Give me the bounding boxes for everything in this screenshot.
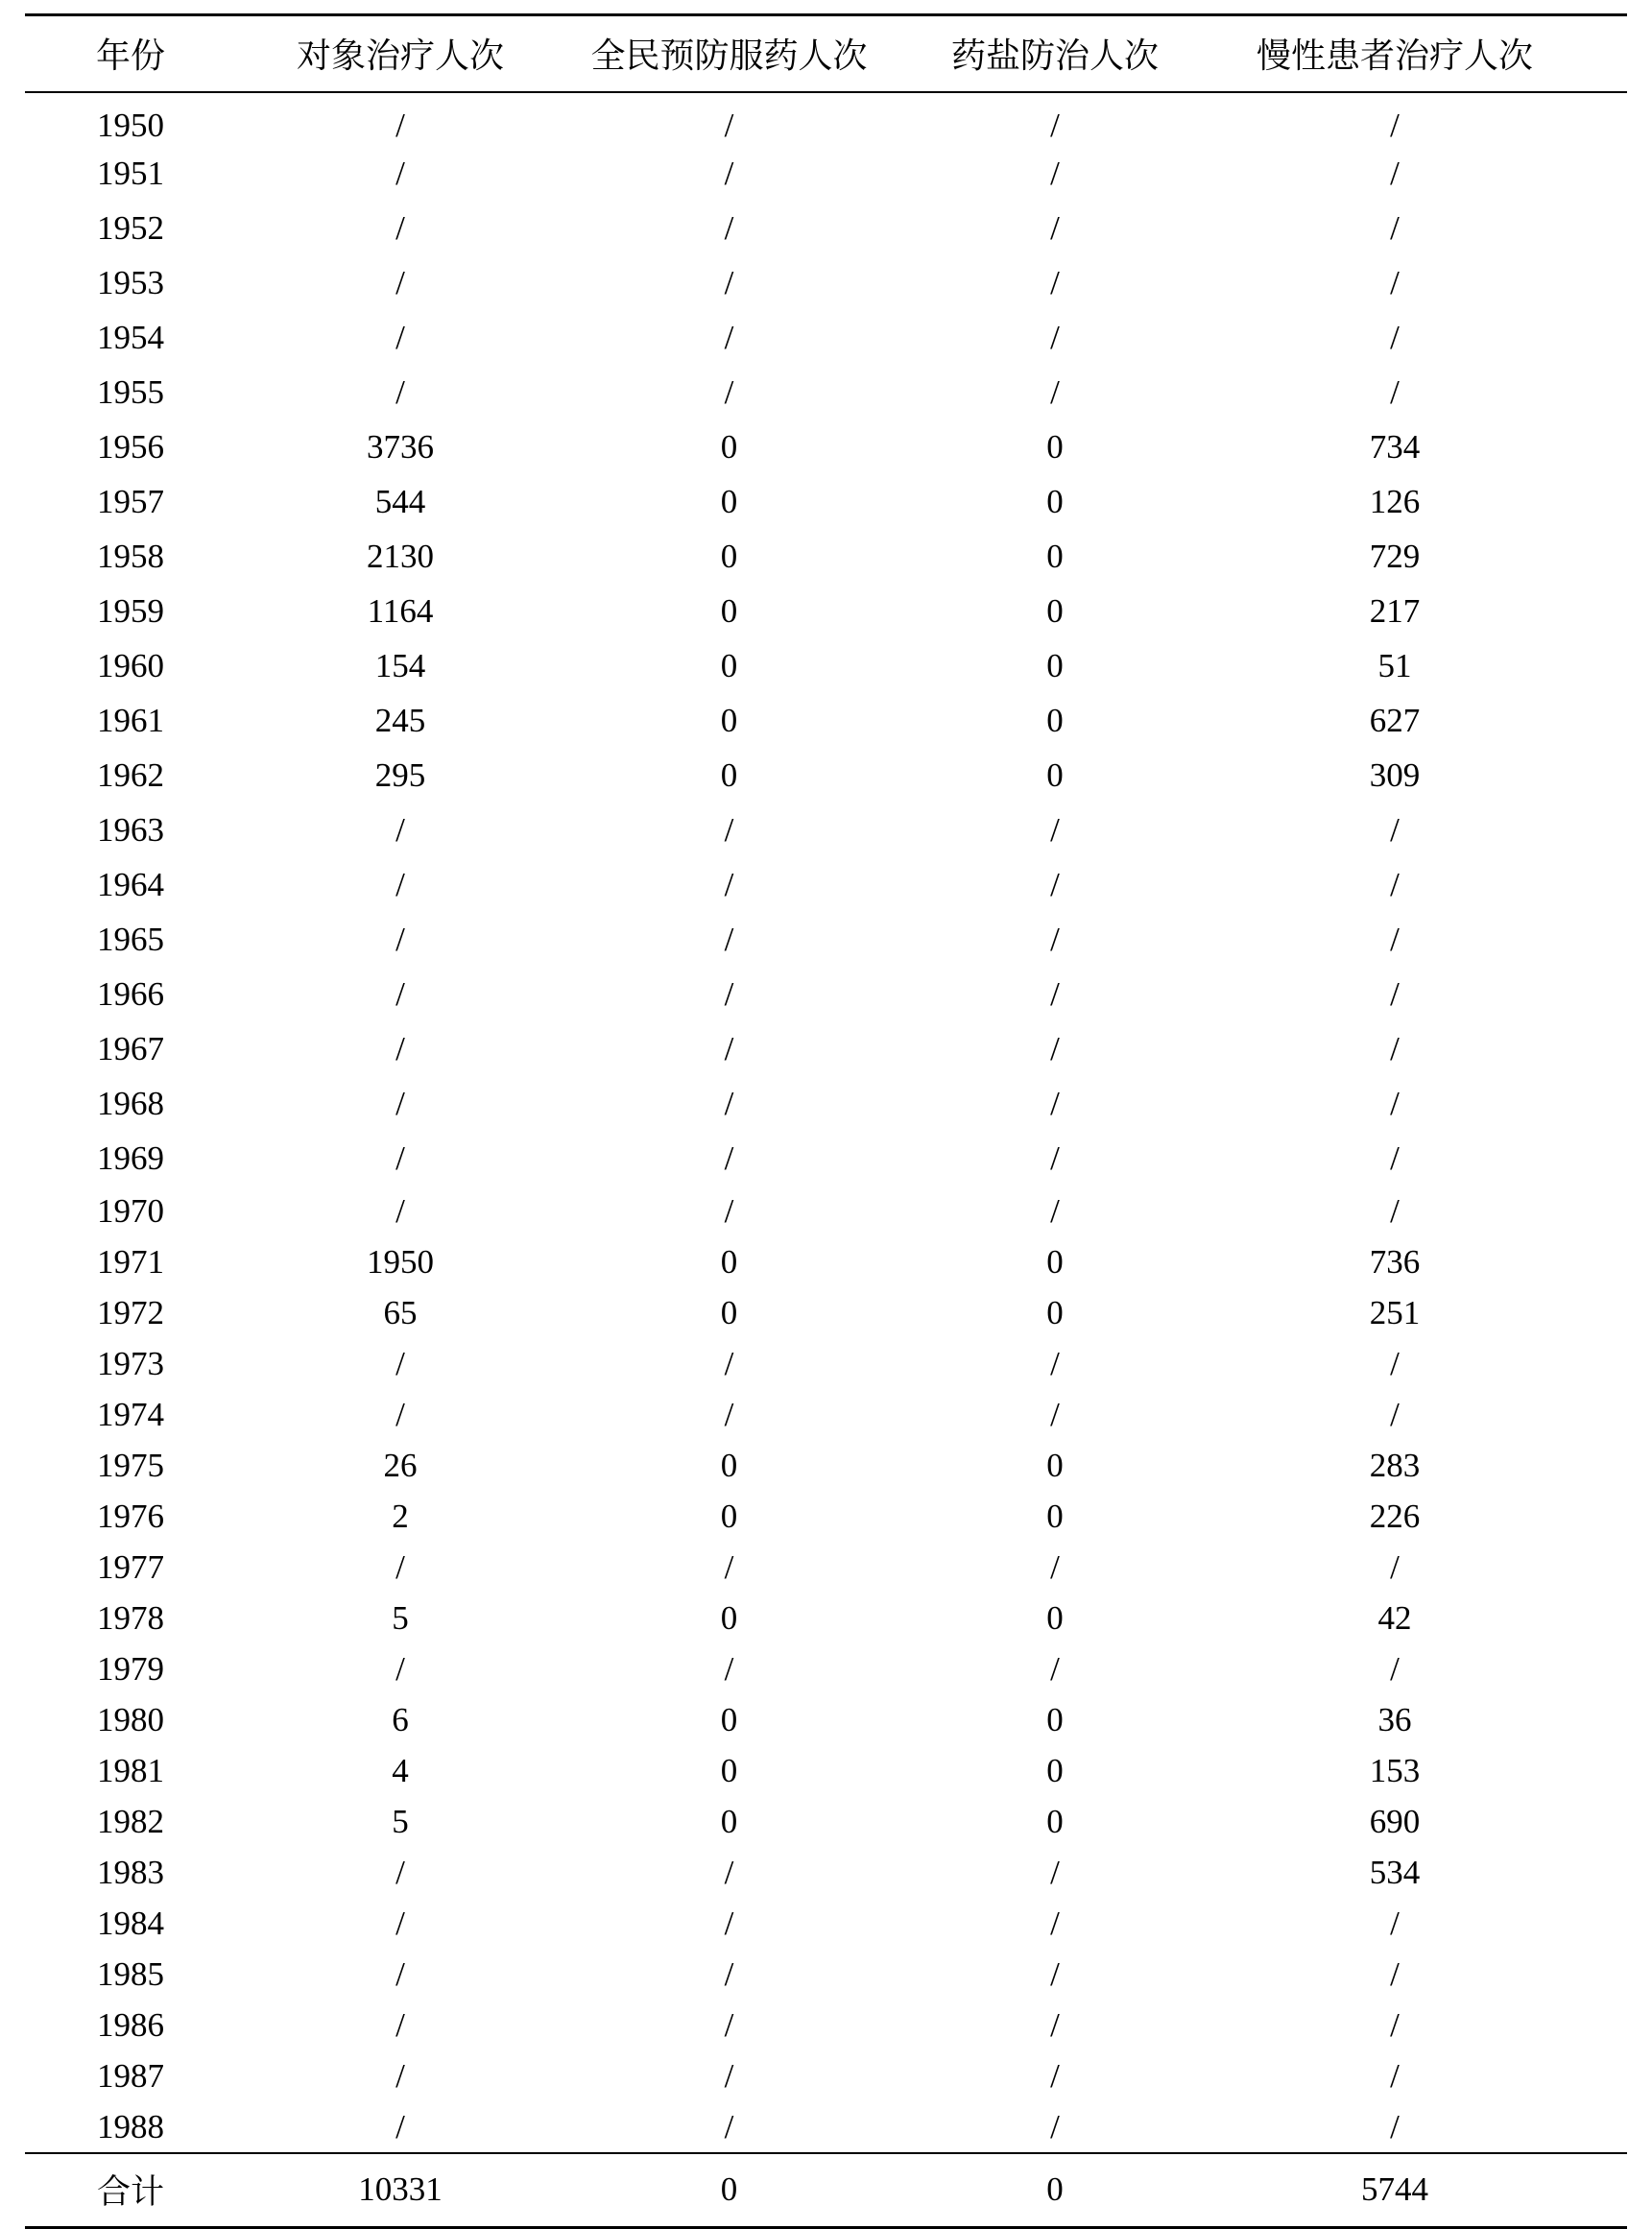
cell-medicated-salt: 0 <box>1046 1752 1064 1789</box>
cell-chronic-patient-treatment: 51 <box>1377 647 1412 684</box>
cell-target-treatment: / <box>395 921 405 958</box>
header-target-treatment: 对象治疗人次 <box>236 15 564 92</box>
cell-year: 1956 <box>97 428 164 466</box>
cell-chronic-patient-treatment: 627 <box>1369 702 1421 739</box>
cell-spacer <box>1573 420 1627 475</box>
cell-target-treatment: 5 <box>392 1599 409 1637</box>
cell-year: 1961 <box>97 702 164 739</box>
cell-mass-preventive-medication: / <box>724 1139 734 1177</box>
cell-medicated-salt: / <box>1050 264 1060 301</box>
cell-target-treatment: 4 <box>392 1752 409 1789</box>
header-year: 年份 <box>25 15 236 92</box>
cell-year: 1979 <box>97 1650 164 1688</box>
cell-chronic-patient-treatment: 36 <box>1377 1701 1412 1738</box>
cell-spacer <box>1573 2051 1627 2102</box>
total-chronic-patient-treatment: 5744 <box>1216 2153 1573 2228</box>
cell-target-treatment: 3736 <box>367 428 434 466</box>
cell-medicated-salt: 0 <box>1046 538 1064 575</box>
cell-target-treatment: 5 <box>392 1803 409 1840</box>
total-medicated-salt: 0 <box>894 2153 1216 2228</box>
cell-spacer <box>1573 311 1627 366</box>
cell-chronic-patient-treatment: 736 <box>1369 1243 1421 1281</box>
cell-target-treatment: / <box>395 1345 405 1382</box>
table-footer <box>25 2153 1627 2228</box>
cell-year: 1967 <box>97 1030 164 1067</box>
cell-medicated-salt: / <box>1050 975 1060 1013</box>
table-row <box>25 1441 1627 1492</box>
cell-target-treatment: / <box>395 319 405 356</box>
header-spacer <box>1573 15 1627 92</box>
cell-mass-preventive-medication: / <box>724 106 734 144</box>
cell-mass-preventive-medication: 0 <box>720 756 738 794</box>
cell-mass-preventive-medication: 0 <box>720 1498 738 1535</box>
table-row <box>25 1695 1627 1746</box>
cell-chronic-patient-treatment: / <box>1390 811 1400 849</box>
cell-chronic-patient-treatment: 226 <box>1369 1498 1421 1535</box>
table-body <box>25 92 1627 2153</box>
cell-medicated-salt: / <box>1050 373 1060 411</box>
table-row <box>25 2001 1627 2051</box>
table-row <box>25 858 1627 913</box>
cell-year: 1971 <box>97 1243 164 1281</box>
cell-spacer <box>1573 1492 1627 1543</box>
cell-target-treatment: / <box>395 1955 405 1993</box>
cell-spacer <box>1573 1022 1627 1077</box>
cell-chronic-patient-treatment: / <box>1390 2006 1400 2044</box>
cell-medicated-salt: 0 <box>1046 1447 1064 1484</box>
cell-medicated-salt: / <box>1050 2006 1060 2044</box>
table-row <box>25 1077 1627 1132</box>
header-row <box>25 15 1627 92</box>
cell-medicated-salt: 0 <box>1046 428 1064 466</box>
cell-target-treatment: / <box>395 1548 405 1586</box>
cell-medicated-salt: 0 <box>1046 1498 1064 1535</box>
cell-target-treatment: 1950 <box>367 1243 434 1281</box>
cell-spacer <box>1573 1441 1627 1492</box>
cell-chronic-patient-treatment: / <box>1390 1192 1400 1230</box>
cell-chronic-patient-treatment: / <box>1390 1345 1400 1382</box>
cell-chronic-patient-treatment: / <box>1390 975 1400 1013</box>
cell-spacer <box>1573 530 1627 585</box>
cell-year: 1966 <box>97 975 164 1013</box>
cell-mass-preventive-medication: / <box>724 1085 734 1122</box>
cell-spacer <box>1573 1237 1627 1288</box>
total-mass-preventive-medication: 0 <box>564 2153 894 2228</box>
cell-target-treatment: 544 <box>374 483 426 520</box>
cell-mass-preventive-medication: / <box>724 866 734 903</box>
cell-spacer <box>1573 1797 1627 1848</box>
table-row <box>25 147 1627 202</box>
table-row <box>25 1594 1627 1644</box>
cell-target-treatment: 2 <box>392 1498 409 1535</box>
cell-year: 1959 <box>97 592 164 630</box>
cell-mass-preventive-medication: / <box>724 1854 734 1891</box>
cell-year: 1982 <box>97 1803 164 1840</box>
table-row <box>25 256 1627 311</box>
cell-chronic-patient-treatment: / <box>1390 264 1400 301</box>
cell-year: 1962 <box>97 756 164 794</box>
table-row <box>25 1186 1627 1237</box>
table-row <box>25 1339 1627 1390</box>
cell-chronic-patient-treatment: 690 <box>1369 1803 1421 1840</box>
table-row <box>25 1644 1627 1695</box>
cell-medicated-salt: / <box>1050 1030 1060 1067</box>
cell-spacer <box>1573 1950 1627 2001</box>
cell-medicated-salt: 0 <box>1046 483 1064 520</box>
cell-target-treatment: / <box>395 1030 405 1067</box>
cell-medicated-salt: 0 <box>1046 1243 1064 1281</box>
cell-medicated-salt: / <box>1050 811 1060 849</box>
cell-mass-preventive-medication: / <box>724 1650 734 1688</box>
cell-target-treatment: / <box>395 1650 405 1688</box>
cell-mass-preventive-medication: 0 <box>720 483 738 520</box>
cell-spacer <box>1573 1339 1627 1390</box>
cell-chronic-patient-treatment: / <box>1390 921 1400 958</box>
statistics-table-container <box>25 13 1627 2229</box>
cell-year: 1953 <box>97 264 164 301</box>
cell-target-treatment: 245 <box>374 702 426 739</box>
cell-mass-preventive-medication: / <box>724 1955 734 1993</box>
cell-year: 1954 <box>97 319 164 356</box>
cell-medicated-salt: / <box>1050 319 1060 356</box>
statistics-table <box>25 13 1627 2229</box>
cell-mass-preventive-medication: 0 <box>720 1752 738 1789</box>
header-mass-preventive-medication: 全民预防服药人次 <box>564 15 894 92</box>
cell-year: 1983 <box>97 1854 164 1891</box>
cell-mass-preventive-medication: 0 <box>720 702 738 739</box>
cell-spacer <box>1573 968 1627 1022</box>
cell-medicated-salt: 0 <box>1046 702 1064 739</box>
cell-medicated-salt: / <box>1050 1650 1060 1688</box>
cell-year: 1952 <box>97 209 164 247</box>
cell-spacer <box>1573 1288 1627 1339</box>
cell-chronic-patient-treatment: 534 <box>1369 1854 1421 1891</box>
cell-year: 1974 <box>97 1396 164 1433</box>
cell-spacer <box>1573 1746 1627 1797</box>
cell-medicated-salt: / <box>1050 1396 1060 1433</box>
cell-target-treatment: / <box>395 373 405 411</box>
cell-year: 1950 <box>97 106 164 144</box>
cell-chronic-patient-treatment: / <box>1390 1905 1400 1942</box>
cell-mass-preventive-medication: 0 <box>720 1701 738 1738</box>
cell-mass-preventive-medication: 0 <box>720 1599 738 1637</box>
cell-year: 1984 <box>97 1905 164 1942</box>
cell-target-treatment: 295 <box>374 756 426 794</box>
cell-mass-preventive-medication: / <box>724 2057 734 2095</box>
cell-chronic-patient-treatment: 251 <box>1369 1294 1421 1331</box>
cell-spacer <box>1573 256 1627 311</box>
cell-target-treatment: 2130 <box>367 538 434 575</box>
cell-target-treatment: / <box>395 155 405 192</box>
cell-spacer <box>1573 2102 1627 2153</box>
table-row <box>25 1746 1627 1797</box>
cell-chronic-patient-treatment: / <box>1390 1085 1400 1122</box>
cell-year: 1977 <box>97 1548 164 1586</box>
cell-spacer <box>1573 1644 1627 1695</box>
cell-chronic-patient-treatment: 126 <box>1369 483 1421 520</box>
header-chronic-patient-treatment: 慢性患者治疗人次 <box>1216 15 1573 92</box>
cell-year: 1973 <box>97 1345 164 1382</box>
cell-chronic-patient-treatment: / <box>1390 2107 1400 2145</box>
cell-year: 1963 <box>97 811 164 849</box>
cell-year: 1972 <box>97 1294 164 1331</box>
table-row <box>25 1022 1627 1077</box>
cell-medicated-salt: / <box>1050 1345 1060 1382</box>
table-row <box>25 311 1627 366</box>
table-row <box>25 1132 1627 1186</box>
cell-target-treatment: / <box>395 264 405 301</box>
cell-year: 1978 <box>97 1599 164 1637</box>
cell-chronic-patient-treatment: 283 <box>1369 1447 1421 1484</box>
cell-spacer <box>1573 1132 1627 1186</box>
cell-medicated-salt: / <box>1050 155 1060 192</box>
cell-mass-preventive-medication: 0 <box>720 592 738 630</box>
table-row <box>25 585 1627 639</box>
cell-target-treatment: / <box>395 2107 405 2145</box>
cell-year: 1988 <box>97 2107 164 2145</box>
cell-year: 1970 <box>97 1192 164 1230</box>
cell-spacer <box>1573 147 1627 202</box>
table-row <box>25 639 1627 694</box>
cell-mass-preventive-medication: 0 <box>720 1294 738 1331</box>
table-row <box>25 420 1627 475</box>
cell-year: 1960 <box>97 647 164 684</box>
cell-mass-preventive-medication: / <box>724 975 734 1013</box>
cell-chronic-patient-treatment: 217 <box>1369 592 1421 630</box>
cell-medicated-salt: / <box>1050 866 1060 903</box>
table-row <box>25 1543 1627 1594</box>
cell-target-treatment: / <box>395 1139 405 1177</box>
total-label: 合计 <box>25 2153 236 2228</box>
cell-mass-preventive-medication: / <box>724 1345 734 1382</box>
cell-year: 1955 <box>97 373 164 411</box>
cell-target-treatment: / <box>395 1905 405 1942</box>
cell-medicated-salt: / <box>1050 209 1060 247</box>
cell-spacer <box>1573 639 1627 694</box>
cell-mass-preventive-medication: / <box>724 264 734 301</box>
header-medicated-salt: 药盐防治人次 <box>894 15 1216 92</box>
cell-spacer <box>1573 1077 1627 1132</box>
cell-mass-preventive-medication: / <box>724 319 734 356</box>
table-row <box>25 475 1627 530</box>
cell-mass-preventive-medication: / <box>724 1192 734 1230</box>
cell-year: 1981 <box>97 1752 164 1789</box>
cell-year: 1964 <box>97 866 164 903</box>
cell-target-treatment: / <box>395 209 405 247</box>
total-spacer <box>1573 2153 1627 2228</box>
cell-spacer <box>1573 1390 1627 1441</box>
cell-spacer <box>1573 803 1627 858</box>
cell-chronic-patient-treatment: / <box>1390 209 1400 247</box>
cell-medicated-salt: 0 <box>1046 647 1064 684</box>
cell-medicated-salt: 0 <box>1046 1599 1064 1637</box>
cell-chronic-patient-treatment: / <box>1390 319 1400 356</box>
cell-year: 1968 <box>97 1085 164 1122</box>
cell-mass-preventive-medication: / <box>724 373 734 411</box>
cell-spacer <box>1573 1899 1627 1950</box>
cell-target-treatment: 65 <box>383 1294 418 1331</box>
cell-year: 1975 <box>97 1447 164 1484</box>
cell-spacer <box>1573 202 1627 256</box>
table-row <box>25 1848 1627 1899</box>
cell-target-treatment: / <box>395 866 405 903</box>
cell-spacer <box>1573 2001 1627 2051</box>
cell-mass-preventive-medication: 0 <box>720 1803 738 1840</box>
cell-mass-preventive-medication: / <box>724 155 734 192</box>
cell-mass-preventive-medication: / <box>724 2006 734 2044</box>
cell-chronic-patient-treatment: / <box>1390 155 1400 192</box>
total-target-treatment: 10331 <box>236 2153 564 2228</box>
cell-medicated-salt: / <box>1050 106 1060 144</box>
cell-spacer <box>1573 694 1627 749</box>
cell-chronic-patient-treatment: 309 <box>1369 756 1421 794</box>
cell-medicated-salt: 0 <box>1046 1294 1064 1331</box>
cell-chronic-patient-treatment: 42 <box>1377 1599 1412 1637</box>
cell-year: 1957 <box>97 483 164 520</box>
cell-target-treatment: / <box>395 2006 405 2044</box>
total-row <box>25 2153 1627 2228</box>
cell-spacer <box>1573 1848 1627 1899</box>
cell-mass-preventive-medication: / <box>724 1548 734 1586</box>
cell-chronic-patient-treatment: 729 <box>1369 538 1421 575</box>
cell-year: 1969 <box>97 1139 164 1177</box>
cell-chronic-patient-treatment: 153 <box>1369 1752 1421 1789</box>
cell-target-treatment: 1164 <box>367 592 434 630</box>
cell-chronic-patient-treatment: / <box>1390 1139 1400 1177</box>
table-row <box>25 530 1627 585</box>
table-row <box>25 1950 1627 2001</box>
cell-spacer <box>1573 585 1627 639</box>
cell-spacer <box>1573 1695 1627 1746</box>
cell-spacer <box>1573 1543 1627 1594</box>
cell-mass-preventive-medication: / <box>724 1905 734 1942</box>
table-row <box>25 694 1627 749</box>
cell-chronic-patient-treatment: / <box>1390 106 1400 144</box>
cell-medicated-salt: / <box>1050 1085 1060 1122</box>
cell-mass-preventive-medication: 0 <box>720 1447 738 1484</box>
cell-mass-preventive-medication: 0 <box>720 538 738 575</box>
table-row <box>25 749 1627 803</box>
cell-spacer <box>1573 1186 1627 1237</box>
cell-medicated-salt: / <box>1050 1905 1060 1942</box>
cell-target-treatment: 26 <box>383 1447 418 1484</box>
cell-medicated-salt: / <box>1050 2107 1060 2145</box>
cell-chronic-patient-treatment: 734 <box>1369 428 1421 466</box>
table-row <box>25 92 1627 147</box>
cell-year: 1965 <box>97 921 164 958</box>
cell-chronic-patient-treatment: / <box>1390 1030 1400 1067</box>
cell-year: 1976 <box>97 1498 164 1535</box>
cell-medicated-salt: 0 <box>1046 1701 1064 1738</box>
cell-year: 1985 <box>97 1955 164 1993</box>
cell-chronic-patient-treatment: / <box>1390 1548 1400 1586</box>
cell-chronic-patient-treatment: / <box>1390 1650 1400 1688</box>
table-row <box>25 913 1627 968</box>
cell-target-treatment: / <box>395 1854 405 1891</box>
table-row <box>25 202 1627 256</box>
cell-year: 1987 <box>97 2057 164 2095</box>
cell-chronic-patient-treatment: / <box>1390 1396 1400 1433</box>
cell-target-treatment: / <box>395 106 405 144</box>
cell-mass-preventive-medication: / <box>724 2107 734 2145</box>
table-row <box>25 803 1627 858</box>
cell-target-treatment: / <box>395 1396 405 1433</box>
cell-target-treatment: / <box>395 1192 405 1230</box>
cell-spacer <box>1573 913 1627 968</box>
table-row <box>25 968 1627 1022</box>
table-row <box>25 1797 1627 1848</box>
cell-medicated-salt: / <box>1050 1139 1060 1177</box>
cell-medicated-salt: 0 <box>1046 756 1064 794</box>
cell-mass-preventive-medication: / <box>724 1030 734 1067</box>
table-row <box>25 2102 1627 2153</box>
cell-spacer <box>1573 1594 1627 1644</box>
table-header <box>25 15 1627 92</box>
cell-spacer <box>1573 475 1627 530</box>
cell-spacer <box>1573 749 1627 803</box>
cell-target-treatment: / <box>395 1085 405 1122</box>
cell-mass-preventive-medication: / <box>724 921 734 958</box>
cell-chronic-patient-treatment: / <box>1390 373 1400 411</box>
cell-year: 1958 <box>97 538 164 575</box>
table-row <box>25 1390 1627 1441</box>
cell-spacer <box>1573 366 1627 420</box>
cell-target-treatment: / <box>395 975 405 1013</box>
cell-target-treatment: / <box>395 2057 405 2095</box>
table-row <box>25 1288 1627 1339</box>
cell-chronic-patient-treatment: / <box>1390 866 1400 903</box>
cell-spacer <box>1573 858 1627 913</box>
cell-mass-preventive-medication: 0 <box>720 428 738 466</box>
table-row <box>25 2051 1627 2102</box>
table-row <box>25 1237 1627 1288</box>
cell-target-treatment: / <box>395 811 405 849</box>
cell-year: 1986 <box>97 2006 164 2044</box>
cell-target-treatment: 6 <box>392 1701 409 1738</box>
cell-medicated-salt: / <box>1050 921 1060 958</box>
cell-mass-preventive-medication: / <box>724 1396 734 1433</box>
cell-spacer <box>1573 92 1627 147</box>
cell-year: 1951 <box>97 155 164 192</box>
cell-medicated-salt: 0 <box>1046 1803 1064 1840</box>
table-row <box>25 366 1627 420</box>
cell-mass-preventive-medication: 0 <box>720 1243 738 1281</box>
cell-medicated-salt: / <box>1050 2057 1060 2095</box>
cell-medicated-salt: 0 <box>1046 592 1064 630</box>
cell-chronic-patient-treatment: / <box>1390 1955 1400 1993</box>
table-row <box>25 1899 1627 1950</box>
cell-medicated-salt: / <box>1050 1955 1060 1993</box>
cell-mass-preventive-medication: / <box>724 209 734 247</box>
cell-mass-preventive-medication: / <box>724 811 734 849</box>
cell-medicated-salt: / <box>1050 1854 1060 1891</box>
cell-chronic-patient-treatment: / <box>1390 2057 1400 2095</box>
cell-medicated-salt: / <box>1050 1192 1060 1230</box>
cell-year: 1980 <box>97 1701 164 1738</box>
table-row <box>25 1492 1627 1543</box>
cell-medicated-salt: / <box>1050 1548 1060 1586</box>
cell-target-treatment: 154 <box>374 647 426 684</box>
cell-mass-preventive-medication: 0 <box>720 647 738 684</box>
